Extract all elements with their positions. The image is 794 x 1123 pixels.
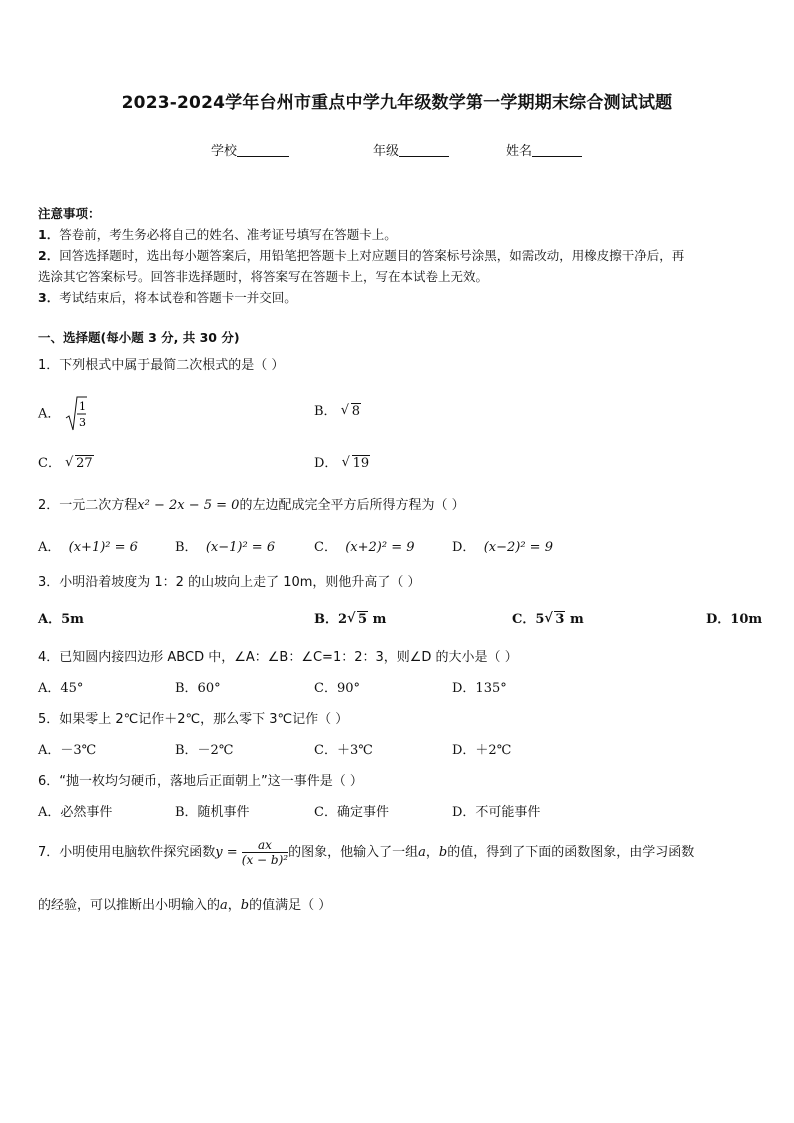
question-7-stem-line2: 的经验，可以推断出小明输入的a，b的值满足（ ） — [38, 898, 332, 913]
name-field[interactable] — [506, 140, 582, 159]
q4-option-c[interactable]: C．90° — [314, 681, 360, 696]
note-item: 2．回答选择题时，选出每小题答案后，用铅笔把答题卡上对应题目的答案标号涂黑，如需改动，用橡皮擦干净后，再 — [38, 248, 685, 263]
q1-option-b[interactable]: B． √ 8 — [314, 403, 360, 419]
sqrt-icon: √ 27 — [65, 455, 93, 471]
q1-option-a[interactable]: A． 1 3 — [38, 396, 87, 432]
q1-a-numerator: 1 — [78, 400, 86, 413]
note-item: 1．答卷前，考生务必将自己的姓名、准考证号填写在答题卡上。 — [38, 227, 397, 242]
q5-option-c[interactable]: C．＋3℃ — [314, 743, 373, 758]
q2-option-c[interactable]: C． (x+2)² = 9 — [314, 540, 415, 555]
q1-option-c[interactable]: C． √ 27 — [38, 455, 93, 471]
school-label: 学校 — [211, 144, 238, 159]
question-1-stem: 1．下列根式中属于最简二次根式的是（ ） — [38, 358, 285, 373]
question-7-stem: 7．小明使用电脑软件探究函数y = $\frac{ax}{\text{(x − b)²}}$ 的图象，他输入了一组a，b的值，得到了下面的函数图象，由学习函数 — [38, 838, 695, 867]
q2-option-b[interactable]: B． (x−1)² = 6 — [175, 540, 276, 555]
q2-option-a[interactable]: A． (x+1)² = 6 — [38, 540, 138, 555]
sqrt-icon: √ 5 — [347, 611, 368, 627]
grade-blank[interactable] — [399, 144, 449, 157]
sqrt-fraction-icon — [65, 396, 87, 432]
name-blank[interactable] — [532, 144, 582, 157]
q5-option-a[interactable]: A．－3℃ — [38, 743, 97, 758]
q2-option-d[interactable]: D． (x−2)² = 9 — [452, 540, 553, 555]
sqrt-icon: √ 19 — [341, 455, 370, 471]
school-field[interactable] — [211, 140, 289, 159]
q5-option-b[interactable]: B．－2℃ — [175, 743, 234, 758]
q1-option-d[interactable]: D． √ 19 — [314, 455, 370, 471]
q3-option-a[interactable]: A．5m — [38, 612, 84, 627]
notes-heading: 注意事项： — [38, 206, 101, 221]
section-heading: 一、选择题(每小题 3 分, 共 30 分) — [38, 330, 240, 345]
grade-label: 年级 — [373, 144, 400, 159]
sqrt-icon: √ 3 — [544, 611, 565, 627]
sqrt-icon: √ 8 — [340, 403, 360, 419]
q4-option-a[interactable]: A．45° — [38, 681, 84, 696]
q4-option-b[interactable]: B．60° — [175, 681, 221, 696]
question-4-stem: 4．已知圆内接四边形 ABCD 中，∠A：∠B：∠C=1：2：3，则∠D 的大小是（ ） — [38, 650, 518, 665]
q3-option-b[interactable]: B．2 √ 5 m — [314, 611, 387, 627]
q4-option-d[interactable]: D．135° — [452, 681, 507, 696]
q3-option-d[interactable]: D．10m — [706, 612, 763, 627]
q6-option-b[interactable]: B．随机事件 — [175, 805, 250, 820]
q6-option-a[interactable]: A．必然事件 — [38, 805, 113, 820]
notes-block — [38, 203, 758, 308]
note-item: 选涂其它答案标号。回答非选择题时，将答案写在答题卡上，写在本试卷上无效。 — [38, 269, 489, 284]
question-3-stem: 3．小明沿着坡度为 1：2 的山坡向上走了 10m，则他升高了（ ） — [38, 575, 421, 590]
q3-option-c[interactable]: C．5 √ 3 m — [512, 611, 584, 627]
note-item: 3．考试结束后，将本试卷和答题卡一并交回。 — [38, 290, 297, 305]
question-5-stem: 5．如果零上 2℃记作＋2℃，那么零下 3℃记作（ ） — [38, 712, 349, 727]
q6-option-d[interactable]: D．不可能事件 — [452, 805, 541, 820]
q1-a-denominator: 3 — [78, 416, 86, 429]
q2-equation: x² − 2x − 5 = 0 — [137, 498, 240, 513]
page-title: 2023-2024学年台州市重点中学九年级数学第一学期期末综合测试试题 — [121, 93, 673, 113]
q6-option-c[interactable]: C．确定事件 — [314, 805, 389, 820]
school-blank[interactable] — [237, 144, 289, 157]
q5-option-d[interactable]: D．＋2℃ — [452, 743, 512, 758]
question-2-stem: 2．一元二次方程x² − 2x − 5 = 0的左边配成完全平方后所得方程为（ ） — [38, 498, 465, 513]
name-label: 姓名 — [506, 144, 533, 159]
grade-field[interactable] — [373, 140, 449, 159]
question-6-stem: 6．“抛一枚均匀硬币，落地后正面朝上”这一事件是（ ） — [38, 774, 363, 789]
function-fraction: $\frac{ax}{\text{(x − b)²}}$ — [241, 838, 289, 867]
